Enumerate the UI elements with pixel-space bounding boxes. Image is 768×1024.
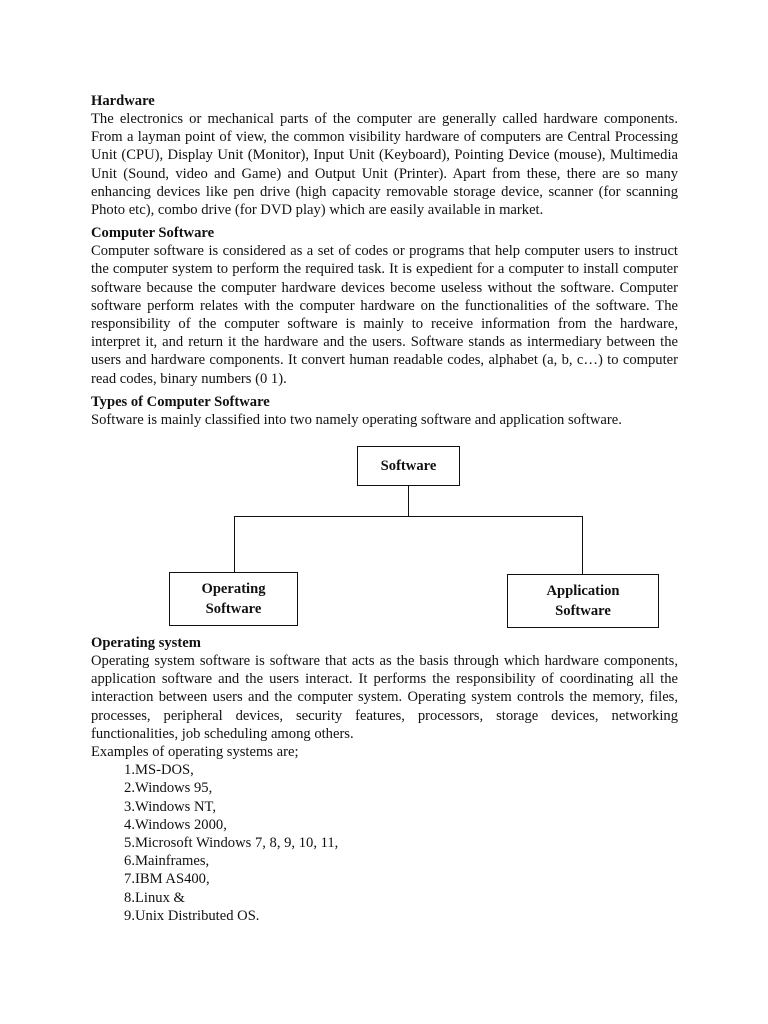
software-classification-diagram: [91, 446, 678, 634]
connector-root-down: [408, 486, 409, 516]
examples-list: [91, 761, 678, 925]
list-item: 5. Microsoft Windows 7, 8, 9, 10, 11,: [124, 835, 339, 852]
list-item: 4. Windows 2000,: [124, 816, 227, 833]
application-software-label-line1: Application: [546, 583, 620, 600]
operating-software-label-line1: Operating: [201, 581, 266, 598]
types-heading: Types of Computer Software: [91, 393, 270, 410]
operating-system-heading: Operating system: [91, 635, 201, 652]
examples-intro: Examples of operating systems are;: [91, 744, 299, 761]
software-node: [357, 446, 460, 486]
list-item: 2. Windows 95,: [124, 780, 213, 797]
computer-software-paragraph: Computer software is considered as a set of codes or programs that help computer users to instruct the computer system to perform the required task. It is expedient for a computer to install computer software because the computer hardware devices become useless without the software. Computer software perform relates with the computer hardware on the functionalities of the software. The responsibility of the computer software is mainly to receive information from the hardware, interpret it, and return it the hardware and the users. Software stands as intermediary between the users and hardware components. It convert human readable codes, alphabet (a, b, c…) to computer read codes, binary numbers (0 1).: [91, 243, 678, 387]
list-item: 6. Mainframes,: [124, 853, 210, 870]
operating-software-node: [169, 572, 298, 626]
list-item: 8. Linux &: [124, 889, 185, 906]
hardware-heading: Hardware: [91, 93, 155, 109]
types-paragraph: Software is mainly classified into two namely operating software and application software.: [91, 411, 622, 428]
list-item: 3. Windows NT,: [124, 798, 217, 815]
operating-system-paragraph: Operating system software is software that acts as the basis through which hardware components, application software and the users interact. It performs the responsibility of coordinating all the interaction between users and the computer system. Operating system controls the memory, files, processes, peripheral devices, security features, processors, storage devices, networking functionalities, job scheduling among others.: [91, 653, 678, 742]
document-page: [91, 92, 678, 925]
connector-horizontal: [234, 516, 582, 517]
connector-left-down: [234, 516, 235, 572]
application-software-node: [507, 574, 659, 628]
application-software-label-line2: Software: [555, 603, 611, 620]
operating-software-label-line2: Software: [205, 601, 262, 618]
list-item: 1. MS-DOS,: [124, 762, 194, 779]
list-item: 7. IBM AS400,: [124, 871, 210, 888]
connector-right-down: [582, 516, 583, 574]
list-item: 9. Unix Distributed OS.: [124, 907, 260, 924]
hardware-paragraph: The electronics or mechanical parts of the computer are generally called hardware components. From a layman point of view, the common visibility hardware of computers are Central Processing Unit (CPU), Display Unit (Monitor), Input Unit (Keyboard), Pointing Device (mouse), Multimedia Unit (Sound, video and Game) and Output Unit (Printer). Apart from these, there are so many enhancing devices like pen drive (high capacity removable storage device, scanner (for scanning Photo etc), combo drive (for DVD play) which are easily available in market.: [91, 111, 678, 219]
software-node-label: Software: [380, 458, 437, 475]
computer-software-heading: Computer Software: [91, 225, 215, 242]
